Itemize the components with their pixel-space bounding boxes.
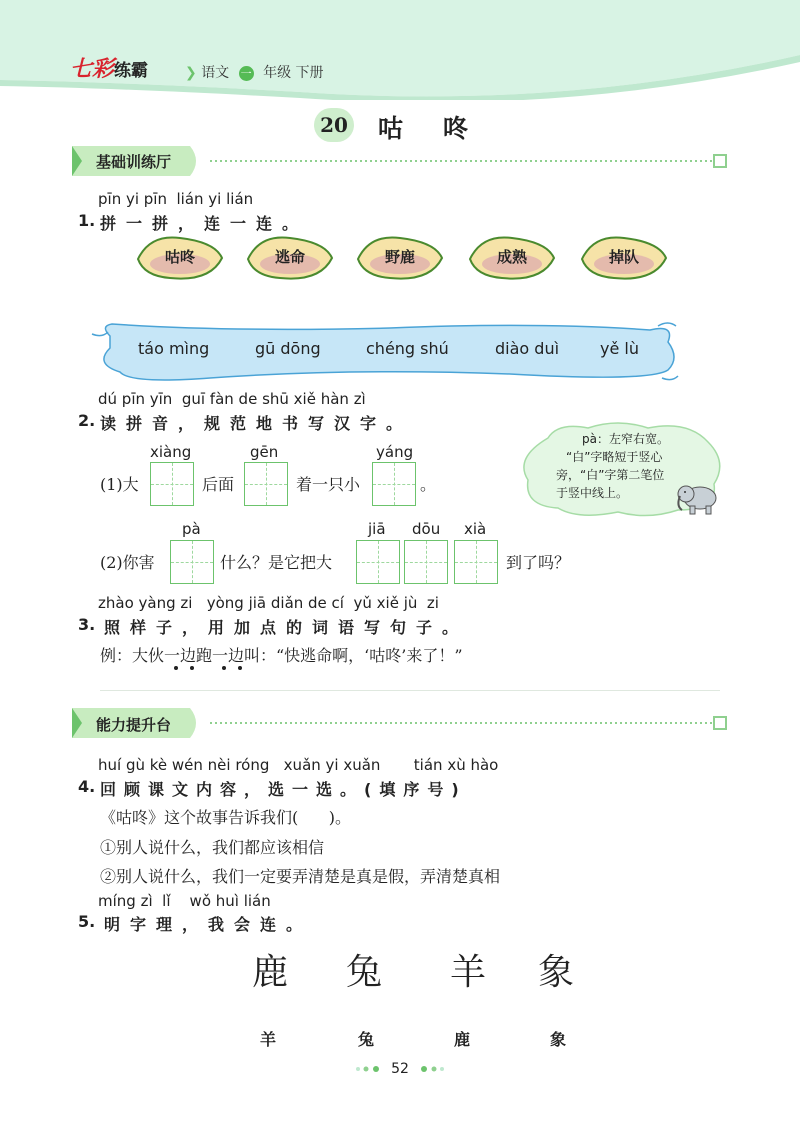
emphasis-dot bbox=[174, 666, 178, 670]
modern-char-2: 兔 bbox=[358, 1030, 375, 1049]
q2-l2-pinyin-4: xià bbox=[464, 520, 487, 538]
tip-line-3: 旁，“白”字第二笔位 bbox=[556, 468, 665, 482]
q3-pinyin: zhào yàng zi yòng jiā diǎn de cí yǔ xiě jù zi bbox=[98, 594, 439, 612]
q2-l2-pinyin-1: pà bbox=[182, 520, 201, 538]
subject-label: 语文 bbox=[201, 65, 230, 81]
writing-grid-xiang[interactable] bbox=[150, 462, 194, 506]
river-pinyin-1: táo mìng bbox=[138, 339, 210, 358]
section-label-advanced: 能力提升台 bbox=[96, 716, 172, 734]
q4-text: 回顾课文内容，选一选。(填序号) bbox=[100, 780, 467, 799]
emphasis-dot bbox=[222, 666, 226, 670]
q2-l2-mid1: 什么？是它把大 bbox=[220, 553, 333, 572]
lesson-title: 咕咚 bbox=[378, 114, 509, 143]
tip-line-1: pà：左窄右宽。 bbox=[582, 432, 669, 446]
q3-text: 照样子，用加点的词语写句子。 bbox=[104, 618, 469, 637]
q2-number: 2. bbox=[78, 411, 96, 430]
logo-main-text: 七彩 bbox=[70, 57, 115, 82]
q3-example: 例：大伙一边跑一边叫：“快逃命啊，‘咕咚’来了！” bbox=[100, 646, 463, 665]
leaf-word-2: 逃命 bbox=[274, 248, 305, 266]
ancient-glyph-1: 鹿 bbox=[252, 952, 289, 993]
leaf-word-1: 咕咚 bbox=[164, 248, 195, 266]
writing-grid-xia[interactable] bbox=[454, 540, 498, 584]
q2-pinyin: dú pīn yīn guī fàn de shū xiě hàn zì bbox=[98, 390, 366, 408]
chevron-icon: ❯ bbox=[185, 65, 197, 81]
river-pinyin-3: chéng shú bbox=[366, 339, 449, 358]
brand-logo bbox=[70, 52, 148, 83]
ancient-glyph-3: 羊 bbox=[450, 952, 487, 993]
q4-option-2: ②别人说什么，我们一定要弄清楚是真是假，弄清楚真相 bbox=[100, 867, 501, 886]
q5-text: 明字理，我会连。 bbox=[104, 915, 313, 934]
modern-char-3: 鹿 bbox=[454, 1030, 471, 1049]
q1-number: 1. bbox=[78, 211, 96, 230]
q2-l1-mid1: 后面 bbox=[202, 475, 235, 494]
modern-char-4: 象 bbox=[550, 1030, 567, 1049]
q2-l1-mid2: 着一只小 bbox=[296, 475, 361, 494]
writing-grid-dou[interactable] bbox=[404, 540, 448, 584]
q3-number: 3. bbox=[78, 615, 96, 634]
emphasis-dot bbox=[190, 666, 194, 670]
q2-l2-pinyin-3: dōu bbox=[412, 520, 441, 538]
logo-sub-text: 练霸 bbox=[114, 61, 149, 81]
elephant-icon bbox=[674, 480, 722, 516]
q2-l1-pinyin-2: gēn bbox=[250, 443, 279, 461]
leaf-word-5: 掉队 bbox=[608, 248, 639, 266]
q5-pinyin: míng zì lǐ wǒ huì lián bbox=[98, 892, 271, 910]
q2-l1-pinyin-1: xiàng bbox=[150, 443, 192, 461]
leaf-word-3: 野鹿 bbox=[384, 248, 415, 266]
lesson-number: 20 bbox=[314, 108, 354, 142]
grade-badge: 一 bbox=[240, 66, 252, 80]
q2-l1-prefix: (1)大 bbox=[100, 475, 139, 494]
writing-grid-jia[interactable] bbox=[356, 540, 400, 584]
q4-question: 《咕咚》这个故事告诉我们( )。 bbox=[100, 808, 352, 827]
emphasis-dot bbox=[238, 666, 242, 670]
page-number: 52 bbox=[391, 1061, 409, 1077]
q2-l1-pinyin-3: yáng bbox=[376, 443, 414, 461]
ancient-glyph-4: 象 bbox=[538, 952, 575, 993]
writing-grid-yang[interactable] bbox=[372, 462, 416, 506]
q4-pinyin: huí gù kè wén nèi róng xuǎn yi xuǎn tián xù hào bbox=[98, 756, 499, 774]
writing-grid-pa[interactable] bbox=[170, 540, 214, 584]
q1-pinyin: pīn yi pīn lián yi lián bbox=[98, 190, 254, 208]
leaf-word-4: 成熟 bbox=[496, 248, 527, 266]
header-band bbox=[0, 0, 800, 100]
section-label-basic: 基础训练厅 bbox=[96, 153, 172, 171]
q1-text: 拼一拼，连一连。 bbox=[100, 214, 309, 233]
q5-number: 5. bbox=[78, 912, 96, 931]
q2-l2-end: 到了吗？ bbox=[506, 553, 571, 572]
river-pinyin-2: gū dōng bbox=[255, 339, 321, 358]
tip-line-4: 于竖中线上。 bbox=[556, 486, 629, 500]
q2-l1-end: 。 bbox=[420, 475, 437, 494]
tip-line-2: “白”字略短于竖心 bbox=[566, 450, 663, 464]
q2-l2-prefix: (2)你害 bbox=[100, 553, 155, 572]
divider bbox=[100, 690, 720, 691]
grade-label: 年级 下册 bbox=[263, 65, 324, 81]
river-pinyin-4: diào duì bbox=[495, 339, 560, 358]
river-pinyin-5: yě lù bbox=[600, 339, 639, 358]
q2-text: 读拼音，规范地书写汉字。 bbox=[100, 414, 413, 433]
header-meta bbox=[185, 62, 324, 82]
q4-number: 4. bbox=[78, 777, 96, 796]
q2-l2-pinyin-2: jiā bbox=[368, 520, 386, 538]
writing-grid-gen[interactable] bbox=[244, 462, 288, 506]
q4-option-1: ①别人说什么，我们都应该相信 bbox=[100, 838, 325, 857]
ancient-glyph-2: 兔 bbox=[346, 952, 383, 993]
modern-char-1: 羊 bbox=[260, 1030, 277, 1049]
